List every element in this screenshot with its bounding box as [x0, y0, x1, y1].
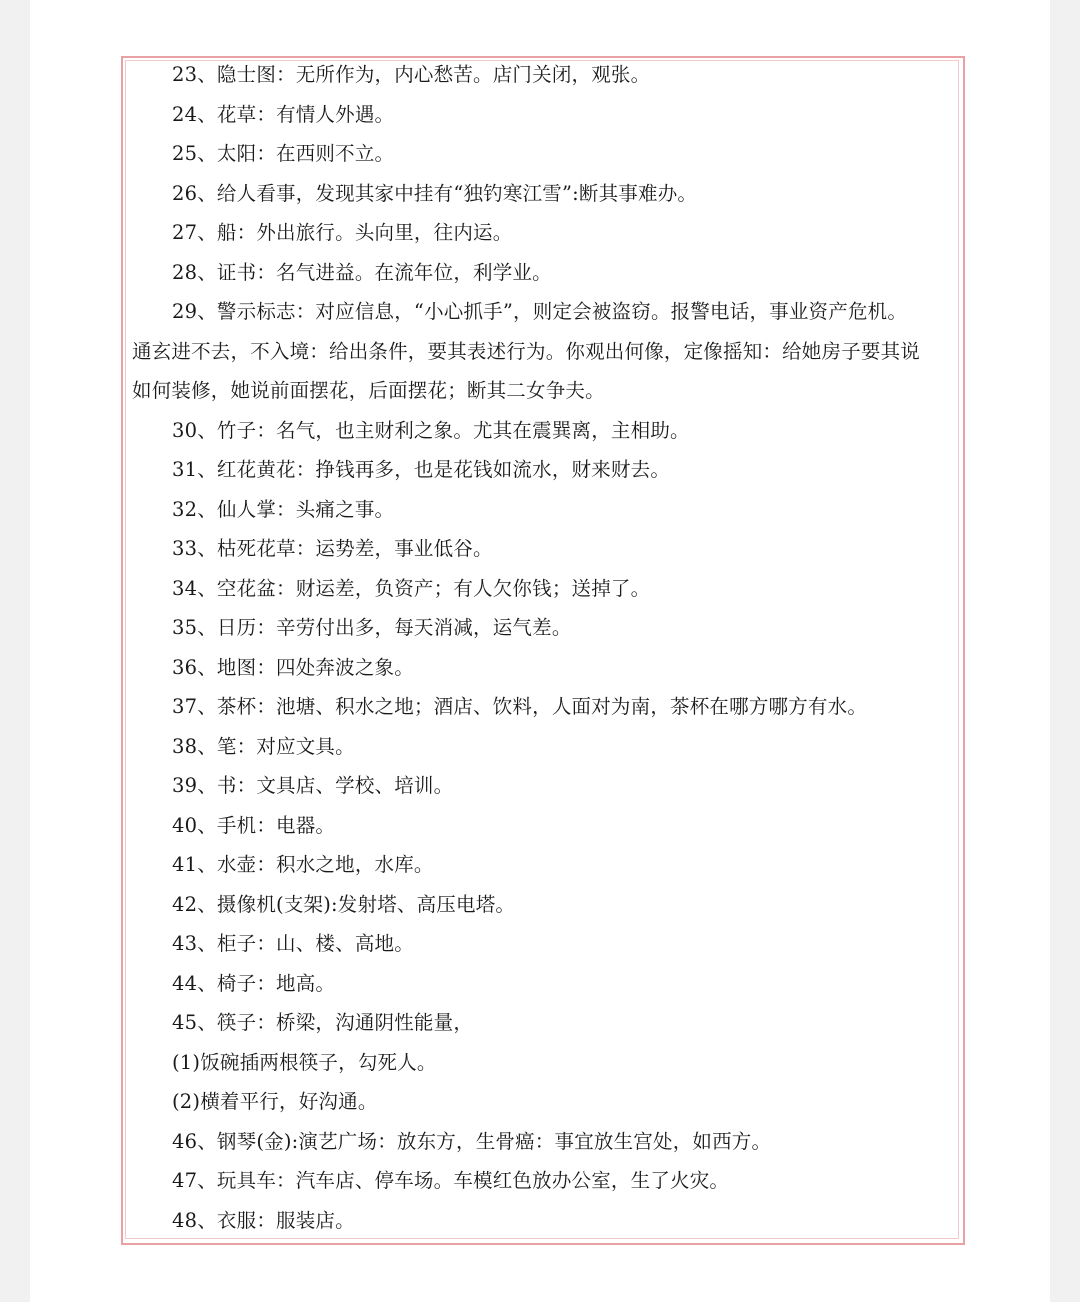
- list-item-33: 33、枯死花草：运势差，事业低谷。: [172, 537, 493, 560]
- list-item-23: 23、隐士图：无所作为，内心愁苦。店门关闭，观张。: [172, 63, 651, 86]
- list-item-46: 46、钢琴(金):演艺广场：放东方，生骨癌：事宜放生宫处，如西方。: [172, 1129, 772, 1153]
- list-item-41: 41、水壶：积水之地，水库。: [172, 853, 434, 876]
- list-item-40: 40、手机：电器。: [172, 813, 336, 837]
- list-item-31: 31、红花黄花：挣钱再多，也是花钱如流水，财来财去。: [172, 458, 671, 481]
- list-item-25: 25、太阳：在西则不立。: [172, 142, 395, 165]
- list-item-45: 45、筷子：桥梁，沟通阴性能量，: [172, 1011, 474, 1034]
- list-item-30: 30、竹子：名气，也主财利之象。尤其在震巽离，主相助。: [172, 418, 690, 442]
- list-item-47: 47、玩具车：汽车店、停车场。车模红色放办公室，生了火灾。: [172, 1169, 730, 1192]
- list-item-45-sub-2: (2)横着平行，好沟通。: [172, 1090, 378, 1113]
- list-item-43: 43、柜子：山、楼、高地。: [172, 932, 414, 955]
- list-item-26: 26、给人看事，发现其家中挂有“独钓寒江雪”:断其事难办。: [172, 181, 698, 205]
- list-item-32: 32、仙人掌：头痛之事。: [172, 497, 395, 521]
- list-item-27: 27、船：外出旅行。头向里，往内运。: [172, 221, 513, 244]
- list-item-34: 34、空花盆：财运差，负资产；有人欠你钱；送掉了。: [172, 576, 651, 600]
- list-item-42: 42、摄像机(支架):发射塔、高压电塔。: [172, 892, 516, 916]
- list-item-48: 48、衣服：服装店。: [172, 1208, 355, 1232]
- list-item-29-continued-2: 如何装修，她说前面摆花，后面摆花；断其二女争夫。: [132, 379, 605, 402]
- list-item-28: 28、证书：名气进益。在流年位，利学业。: [172, 260, 552, 284]
- list-item-36: 36、地图：四处奔波之象。: [172, 655, 414, 679]
- list-item-29: 29、警示标志：对应信息，“小心抓手”，则定会被盗窃。报警电话，事业资产危机。: [172, 300, 908, 323]
- list-item-45-sub-1: (1)饭碗插两根筷子，勾死人。: [172, 1050, 437, 1074]
- list-item-37: 37、茶杯：池塘、积水之地；酒店、饮料，人面对为南，茶杯在哪方哪方有水。: [172, 695, 868, 718]
- document-body: [132, 55, 962, 1240]
- list-item-39: 39、书：文具店、学校、培训。: [172, 774, 454, 797]
- list-item-44: 44、椅子：地高。: [172, 971, 336, 995]
- list-item-35: 35、日历：辛劳付出多，每天消减，运气差。: [172, 616, 572, 639]
- list-item-24: 24、花草：有情人外遇。: [172, 102, 395, 126]
- list-item-38: 38、笔：对应文具。: [172, 734, 355, 758]
- list-item-29-continued-1: 通玄进不去，不入境：给出条件，要其表述行为。你观出何像，定像摇知：给她房子要其说: [132, 339, 921, 363]
